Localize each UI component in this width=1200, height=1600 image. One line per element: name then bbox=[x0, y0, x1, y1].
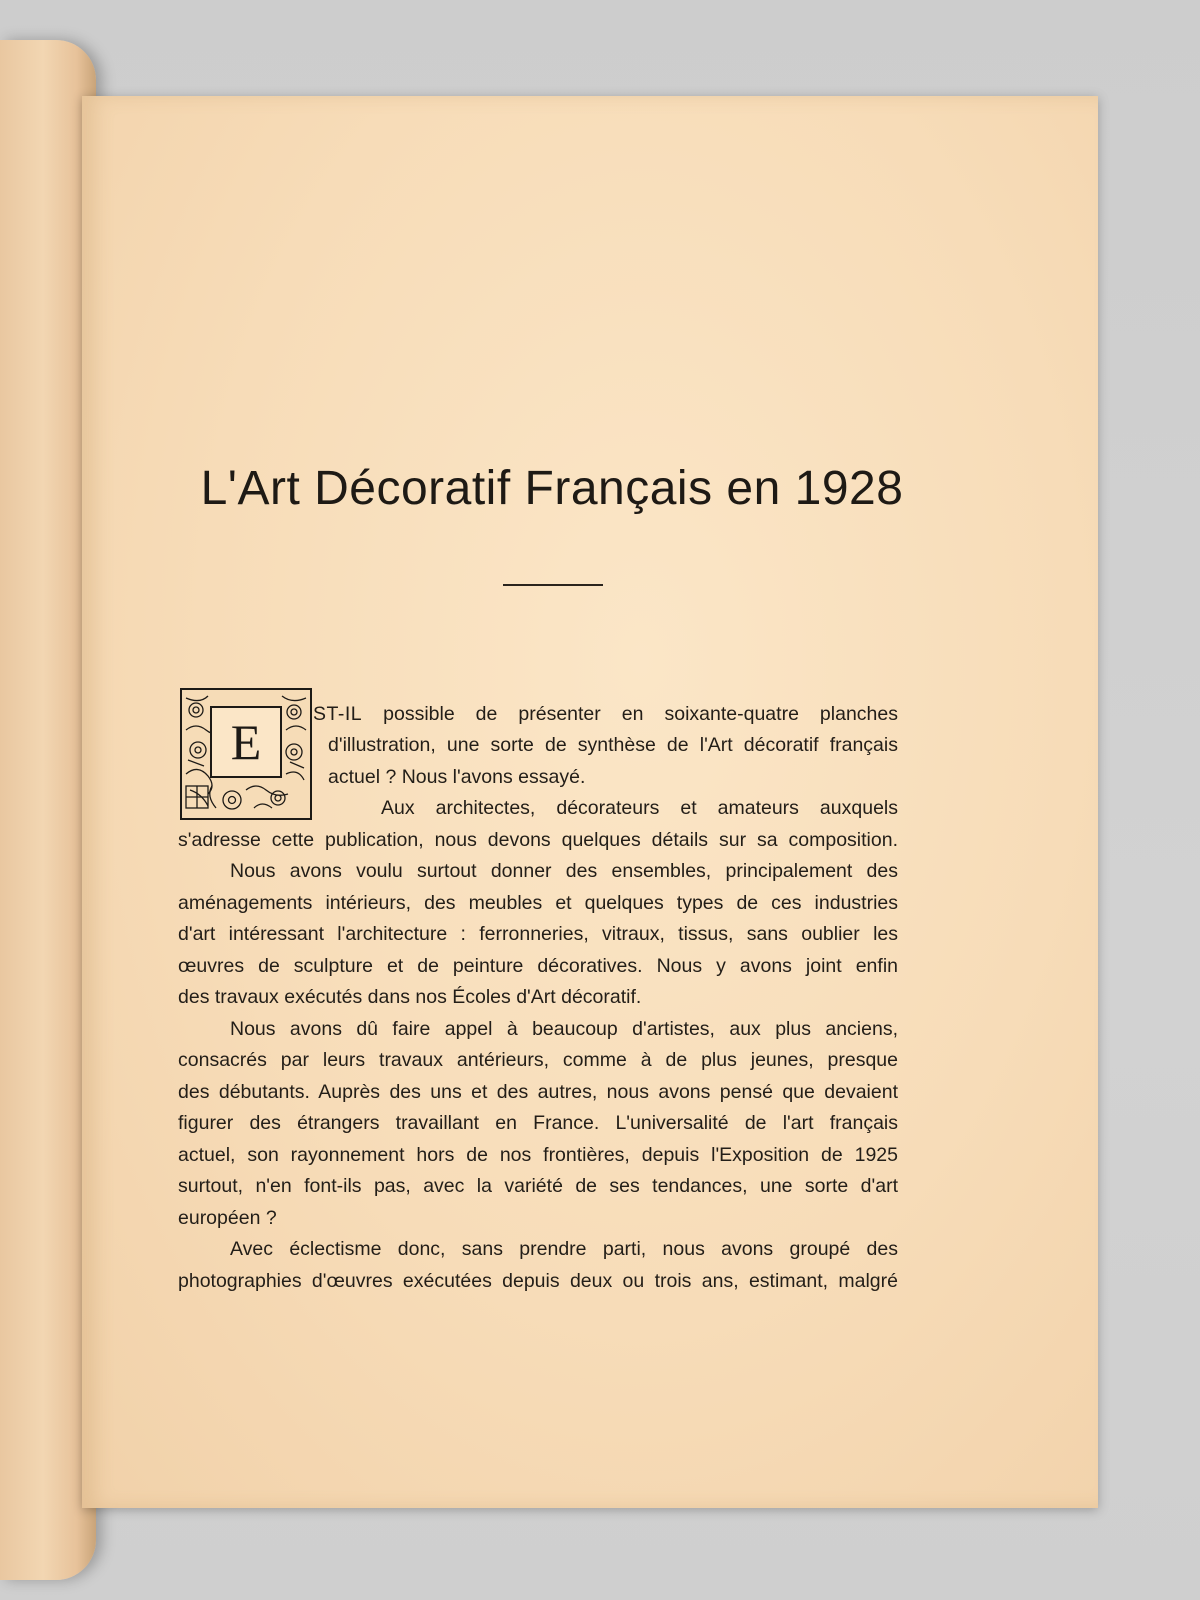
text-line: actuel, son rayonnement hors de nos frontières, depuis l'Exposition de 1925 bbox=[178, 1144, 898, 1166]
text-line: des travaux exécutés dans nos Écoles d'Art décoratif. bbox=[178, 986, 642, 1008]
page-title: L'Art Décoratif Français en 1928 bbox=[200, 462, 904, 515]
book-page bbox=[82, 96, 1098, 1508]
text-line: figurer des étrangers travaillant en France. L'universalité de l'art français bbox=[178, 1112, 898, 1134]
text-line: actuel ? Nous l'avons essayé. bbox=[328, 766, 586, 788]
text-line: Aux architectes, décorateurs et amateurs auxquels bbox=[381, 797, 898, 819]
text-line: d'art intéressant l'architecture : ferronneries, vitraux, tissus, sans oublier les bbox=[178, 923, 898, 945]
text-line: surtout, n'en font-ils pas, avec la variété de ses tendances, une sorte d'art bbox=[178, 1175, 898, 1197]
text-line: des débutants. Auprès des uns et des autres, nous avons pensé que devaient bbox=[178, 1081, 898, 1103]
ornamental-drop-cap bbox=[180, 688, 312, 820]
drop-cap-letter: E bbox=[210, 706, 282, 778]
text-line: consacrés par leurs travaux antérieurs, comme à de plus jeunes, presque bbox=[178, 1049, 898, 1071]
text-line: Avec éclectisme donc, sans prendre parti, nous avons groupé des bbox=[230, 1238, 898, 1260]
text-line: aménagements intérieurs, des meubles et quelques types de ces industries bbox=[178, 892, 898, 914]
text-line: Nous avons voulu surtout donner des ensembles, principalement des bbox=[230, 860, 898, 882]
text-line: œuvres de sculpture et de peinture décoratives. Nous y avons joint enfin bbox=[178, 955, 898, 977]
text-line: s'adresse cette publication, nous devons quelques détails sur sa composition. bbox=[178, 829, 898, 851]
text-line: ST-IL possible de présenter en soixante-quatre planches bbox=[313, 703, 898, 725]
text-line: Nous avons dû faire appel à beaucoup d'artistes, aux plus anciens, bbox=[230, 1018, 898, 1040]
title-rule bbox=[503, 584, 603, 586]
text-line: européen ? bbox=[178, 1207, 277, 1229]
text-line: photographies d'œuvres exécutées depuis deux ou trois ans, estimant, malgré bbox=[178, 1270, 898, 1292]
text-line: d'illustration, une sorte de synthèse de l'Art décoratif français bbox=[328, 734, 898, 756]
